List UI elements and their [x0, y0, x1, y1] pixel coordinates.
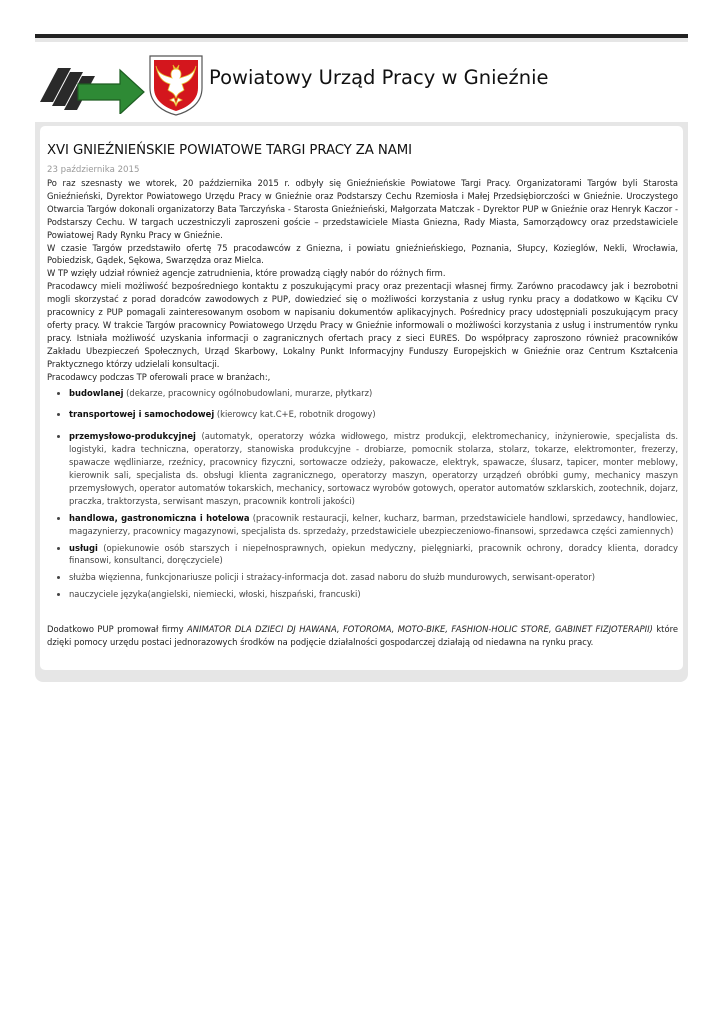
- branches-list: [47, 387, 678, 602]
- branch-description: (opiekunowie osób starszych i niepełnosprawnych, opiekun medyczny, pielęgniarki, pracownik ochrony, doradcy klienta, doradcy finansowi, konsultanci, doręczyciele): [69, 542, 678, 566]
- article-panel: [40, 126, 683, 670]
- arrows-logo-icon[interactable]: [38, 56, 145, 114]
- branch-name: budowlanej: [69, 387, 124, 398]
- promoted-firms: ANIMATOR DLA DZIECI DJ HAWANA, FOTOROMA, MOTO-BIKE, FASHION-HOLIC STORE, GABINET FIZJOTERAPII): [187, 624, 653, 635]
- coat-of-arms-icon: [148, 54, 204, 116]
- branch-description: (automatyk, operatorzy wózka widłowego, mistrz produkcji, elektromechanicy, inżynierowie, specjalista ds. logistyki, kadra techniczna, operatorzy, stanowiska produkcyjne - drobiarze, pomocnik stolarza, stolarz, tokarze, elektromonter, frezerzy, spawacze wędliniarze, rzeźnicy, pracownicy fizyczni, sortowacze odzieży, pakowacze, elektryk, spawacze, ślusarz, tapicer, monter meblowy, kierownik sali, specjalista ds. obsługi klienta zagranicznego, operatorzy maszyn, operatorzy urządzeń obróbki gumy, mechanicy maszyn przemysłowych, operator automatów tokarskich, mechanicy, sortowacz wyrobów gotowych, operator automatów szklarskich, zootechnik, dojarz, praczka, traktorzysta, serwisant maszyn, pracownik kontroli jakości): [69, 431, 678, 506]
- list-item: [69, 387, 678, 400]
- branch-description: służba więzienna, funkcjonariusze policji i strażacy-informacja dot. zasad naboru do służb mundurowych, serwisant-operator): [69, 572, 595, 583]
- branch-name: transportowej i samochodowej: [69, 409, 215, 420]
- article-date: 23 października 2015: [47, 165, 140, 175]
- article-body: [47, 177, 678, 649]
- branch-name: przemysłowo-produkcyjnej: [69, 431, 196, 442]
- closing-text: które dzięki pomocy urzędu postaci jednorazowych środków na podjęcie działalności gospodarczej działają od niedawna na rynku pracy.: [47, 624, 678, 648]
- article-paragraph: W TP wzięły udział również agencje zatrudnienia, które prowadzą ciągły nabór do różnych firm.: [47, 268, 446, 279]
- list-item: [69, 408, 678, 421]
- site-header: [35, 42, 688, 122]
- list-item: [69, 512, 678, 538]
- list-item: [69, 542, 678, 568]
- page-frame: [35, 34, 688, 682]
- branch-description: (pracownik restauracji, kelner, kucharz, barman, przedstawiciele handlowi, sprzedawcy, handlowiec, magazynierzy, pracownicy magazynowi, specjalista ds. sprzedaży, przedstawiciele ubezpieczeniowo-finansowi, sprzedawca części zamiennych): [69, 512, 678, 536]
- branch-name: usługi: [69, 542, 98, 553]
- branch-description: (dekarze, pracownicy ogólnobudowlani, murarze, płytkarz): [123, 387, 373, 398]
- list-item: [69, 571, 678, 584]
- list-item: [69, 588, 678, 601]
- closing-text: Dodatkowo PUP promował firmy: [47, 624, 188, 635]
- article-paragraph: Pracodawcy mieli możliwość bezpośredniego kontaktu z poszukującymi pracy oraz prezentacji własnej firmy. Zarówno pracodawcy jak i bezrobotni mogli skorzystać z porad doradców zawodowych z PUP, dowiedzieć się o możliwości korzystania z usług rynku pracy a dodatkowo w Kąciku CV pracownicy z PUP pomagali zainteresowanym osobom w napisaniu dokumentów aplikacyjnych. Pośrednicy pracy udostępniali poszukującym pracy oferty pracy. W trakcie Targów pracownicy Powiatowego Urzędu Pracy w Gnieźnie informowali o możliwości korzystania z usług i instrumentów rynku pracy. Istniała możliwość uzyskania informacji o zagranicznych ofertach pracy z sieci EURES. Do współpracy zaproszono również pracowników Zakładu Ubezpieczeń Społecznych, Urząd Skarbowy, Lokalny Punkt Informacyjny Funduszy Europejskich w Gnieźnie oraz Centrum Kształcenia Praktycznego którzy udzielali konsultacji.: [47, 281, 678, 369]
- site-title[interactable]: Powiatowy Urząd Pracy w Gnieźnie: [209, 66, 549, 89]
- branch-name: handlowa, gastronomiczna i hotelowa: [69, 512, 250, 523]
- article-paragraph: Po raz szesnasty we wtorek, 20 października 2015 r. odbyły się Gnieźnieńskie Powiatowe Targi Pracy. Organizatorami Targów byli Starosta Gnieźnieński, Dyrektor Powiatowego Urzędu Pracy w Gnieźnie oraz Podstarszy Cechu Rzemiosła i Małej Przedsiębiorczości w Gnieźnie. Uroczystego Otwarcia Targów dokonali organizatorzy Bata Tarczyńska - Starosta Gnieźnieński, Małgorzata Matczak - Dyrektor PUP w Gnieźnie oraz Henryk Kaczor - Podstarszy Cechu. W targach uczestniczyli zaproszeni goście – przedstawiciele Miasta Gniezna, Rady Miasta, Samorządowcy oraz przedstawiciele Powiatowej Rady Rynku Pracy w Gnieźnie.: [47, 178, 678, 240]
- article-paragraph: W czasie Targów przedstawiło ofertę 75 pracodawców z Gniezna, i powiatu gnieźnieńskiego, Poznania, Słupcy, Kozieglów, Nekli, Wrocławia, Pobiedzisk, Gądek, Sękowa, Swarzędza oraz Mielca.: [47, 242, 678, 266]
- list-item: [69, 430, 678, 507]
- branch-description: nauczyciele języka(angielski, niemiecki, włoski, hiszpański, francuski): [69, 589, 361, 600]
- branch-description: (kierowcy kat.C+E, robotnik drogowy): [214, 409, 376, 420]
- article-paragraph: Pracodawcy podczas TP oferowali prace w branżach:,: [47, 371, 271, 382]
- article-title[interactable]: XVI GNIEŹNIEŃSKIE POWIATOWE TARGI PRACY ZA NAMI: [47, 143, 412, 158]
- closing-paragraph: [47, 623, 678, 649]
